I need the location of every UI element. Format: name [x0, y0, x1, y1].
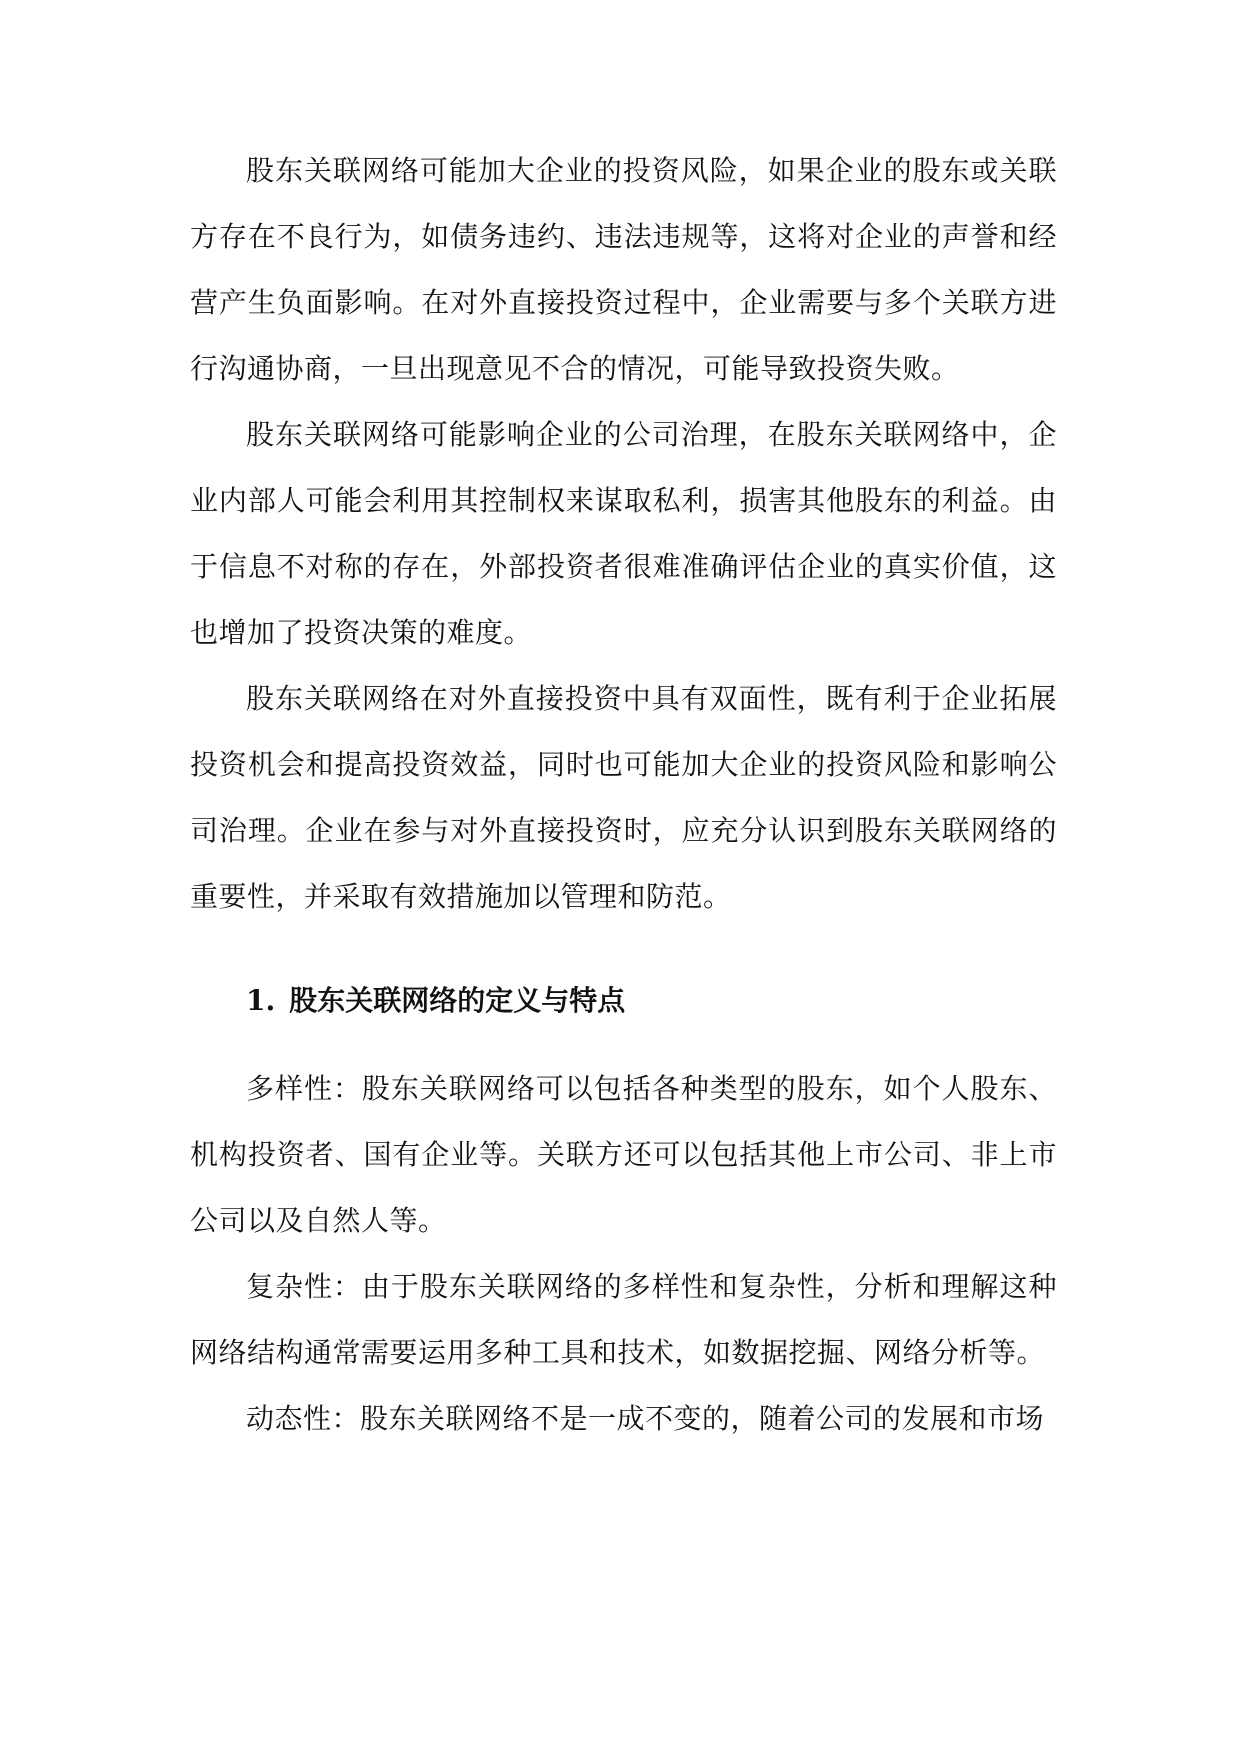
paragraph-dual-nature: 股东关联网络在对外直接投资中具有双面性，既有利于企业拓展投资机会和提高投资效益，同时也可能加大企业的投资风险和影响公司治理。企业在参与对外直接投资时，应充分认识到股东关联网络的重要性，并采取有效措施加以管理和防范。 — [190, 682, 1057, 913]
paragraph-complexity: 复杂性：由于股东关联网络的多样性和复杂性，分析和理解这种网络结构通常需要运用多种工具和技术，如数据挖掘、网络分析等。 — [190, 1270, 1057, 1369]
paragraph-dynamics: 动态性：股东关联网络不是一成不变的，随着公司的发展和市场 — [246, 1402, 1045, 1435]
section-number: 1. — [246, 984, 276, 1017]
paragraph-investment-risk: 股东关联网络可能加大企业的投资风险，如果企业的股东或关联方存在不良行为，如债务违约、违法违规等，这将对企业的声誉和经营产生负面影响。在对外直接投资过程中，企业需要与多个关联方进行沟通协商，一旦出现意见不合的情况，可能导致投资失败。 — [190, 154, 1057, 385]
section-heading — [190, 968, 1057, 1034]
section-title: 股东关联网络的定义与特点 — [289, 984, 626, 1017]
paragraph-corporate-governance: 股东关联网络可能影响企业的公司治理，在股东关联网络中，企业内部人可能会利用其控制权来谋取私利，损害其他股东的利益。由于信息不对称的存在，外部投资者很难准确评估企业的真实价值，这也增加了投资决策的难度。 — [190, 418, 1057, 649]
paragraph-diversity: 多样性：股东关联网络可以包括各种类型的股东，如个人股东、机构投资者、国有企业等。关联方还可以包括其他上市公司、非上市公司以及自然人等。 — [190, 1072, 1057, 1237]
